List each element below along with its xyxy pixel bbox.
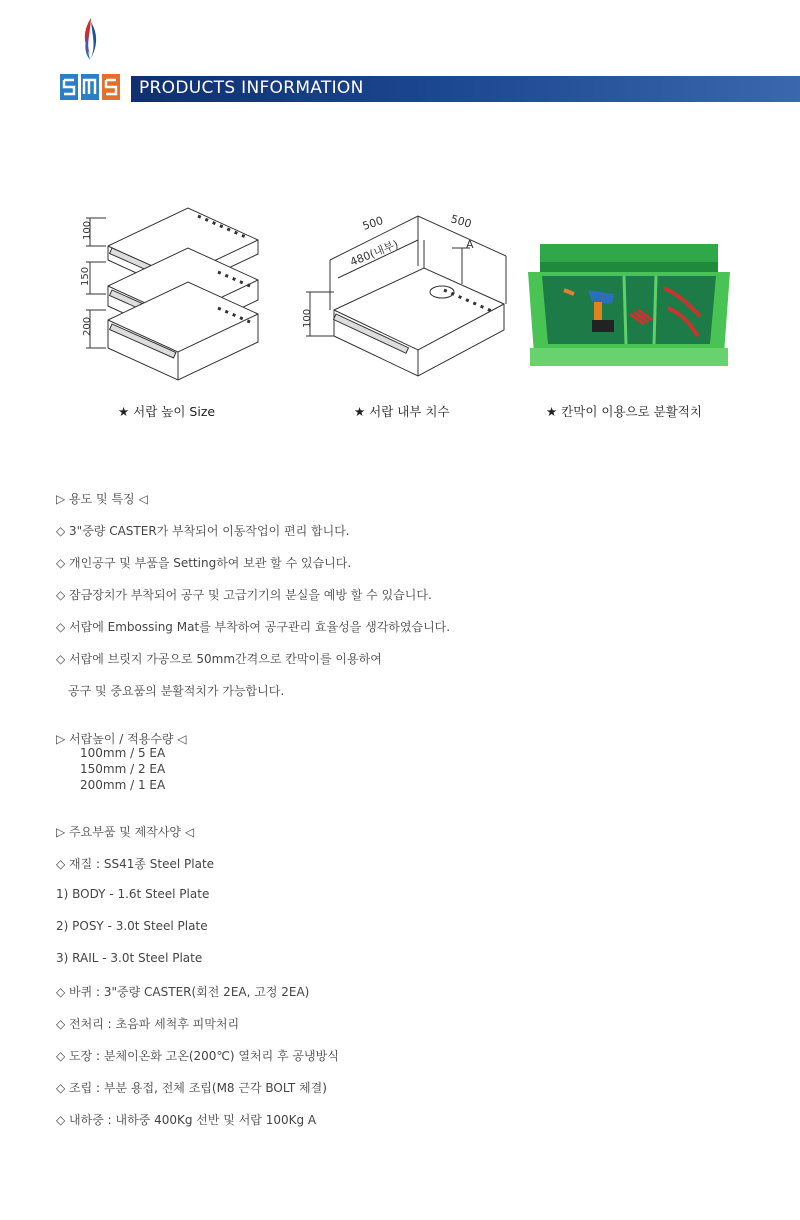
drawer-photo xyxy=(528,244,730,368)
dim-200: 200 xyxy=(82,316,93,336)
specs-heading: ▷ 주요부품 및 제작사양 ◁ xyxy=(56,825,195,839)
feature-item: 공구 및 중요품의 분활적치가 가능합니다. xyxy=(68,684,285,698)
feature-item: ◇ 서랍에 Embossing Mat를 부착하여 공구관리 효율성을 생각하였습니다. xyxy=(56,620,451,634)
drawer-dimension-figure xyxy=(294,200,514,400)
dim-inner: 480(내부) xyxy=(348,237,401,269)
spec-item: 2) POSY - 3.0t Steel Plate xyxy=(56,919,208,933)
spec-item: ◇ 도장 : 분체이온화 고온(200℃) 열처리 후 공냉방식 xyxy=(56,1049,339,1063)
dim-100: 100 xyxy=(82,220,93,240)
banner-title: PRODUCTS INFORMATION xyxy=(139,78,364,98)
spec-item: ◇ 조립 : 부분 용접, 전체 조립(M8 근각 BOLT 체결) xyxy=(56,1081,327,1095)
flame-icon xyxy=(60,14,122,104)
caption-drawer-photo: ★ 칸막이 이용으로 분활적치 xyxy=(546,404,702,419)
dim-150: 150 xyxy=(80,266,91,286)
header-banner xyxy=(131,76,800,102)
spec-item: ◇ 재질 : SS41종 Steel Plate xyxy=(56,857,215,871)
spec-item: 3) RAIL - 3.0t Steel Plate xyxy=(56,951,203,965)
drawer-height-item: 150mm / 2 EA xyxy=(80,762,166,776)
caption-drawer-height: ★ 서랍 높이 Size xyxy=(118,404,216,419)
feature-item: ◇ 개인공구 및 부품을 Setting하여 보관 할 수 있습니다. xyxy=(56,556,352,570)
features-heading: ▷ 용도 및 특징 ◁ xyxy=(56,492,148,506)
drawer-heights-heading: ▷ 서랍높이 / 적용수량 ◁ xyxy=(56,732,187,746)
feature-item: ◇ 잠금장치가 부착되어 공구 및 고급기기의 분실을 예방 할 수 있습니다. xyxy=(56,588,432,602)
drawer-height-figure xyxy=(78,200,278,400)
feature-item: ◇ 서랍에 브릿지 가공으로 50mm간격으로 칸막이를 이용하여 xyxy=(56,652,382,666)
spec-item: ◇ 바퀴 : 3"중량 CASTER(회전 2EA, 고정 2EA) xyxy=(56,985,310,999)
drawer-height-item: 200mm / 1 EA xyxy=(80,778,166,792)
caption-drawer-dimension: ★ 서랍 내부 치수 xyxy=(354,404,450,419)
spec-item: ◇ 내하중 : 내하중 400Kg 선반 및 서랍 100Kg A xyxy=(56,1113,317,1127)
company-logo xyxy=(60,14,122,104)
dim-height: 100 xyxy=(302,308,313,328)
spec-item: 1) BODY - 1.6t Steel Plate xyxy=(56,887,210,901)
spec-item: ◇ 전처리 : 초음파 세척후 피막처리 xyxy=(56,1017,240,1031)
feature-item: ◇ 3"중량 CASTER가 부착되어 이동작업이 편리 합니다. xyxy=(56,524,350,538)
dim-width: 500 xyxy=(360,214,385,233)
drawer-height-item: 100mm / 5 EA xyxy=(80,746,166,760)
dim-a: A xyxy=(466,238,474,251)
dim-depth: 500 xyxy=(449,212,473,231)
